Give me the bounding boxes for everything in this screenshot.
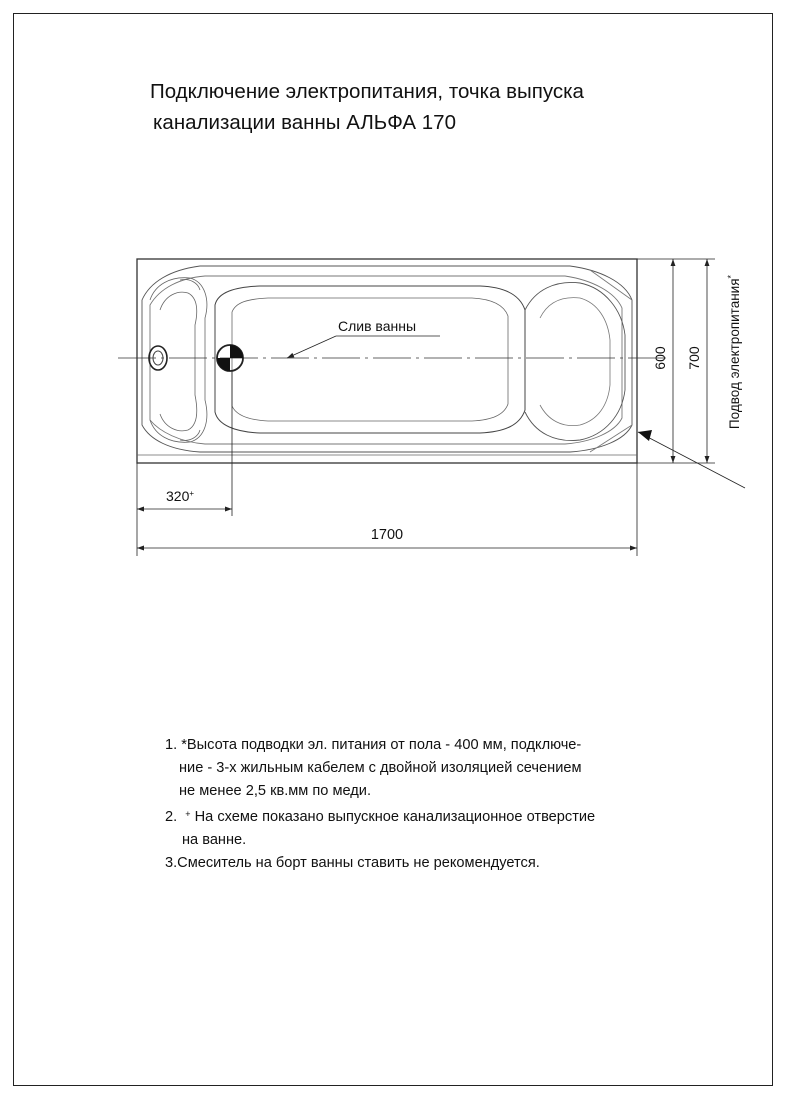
- note-3: 3.Смеситель на борт ванны ставить не рекомендуется.: [165, 855, 540, 871]
- note-2-mark: +: [185, 809, 191, 819]
- dim-inner-width-label: 600: [652, 346, 668, 370]
- power-label-mark: *: [726, 274, 736, 279]
- note-2-line-1: [165, 803, 595, 829]
- dim-drain-offset: [137, 372, 232, 556]
- title-line-1: Подключение электропитания, точка выпуска: [150, 80, 584, 103]
- drain-label: Слив ванны: [338, 318, 417, 334]
- right-backrest: [525, 270, 632, 452]
- power-connection-marker: [638, 430, 745, 488]
- note-1-line-3: не менее 2,5 кв.мм по меди.: [179, 783, 372, 799]
- tub-outline: [137, 259, 637, 463]
- dim-length-label: 1700: [370, 527, 404, 543]
- power-label: [726, 274, 742, 429]
- tub-basin: [215, 286, 525, 433]
- title-line-2: канализации ванны АЛЬФА 170: [153, 111, 456, 134]
- dim-drain-offset-mark: +: [189, 489, 195, 498]
- left-headrest: [150, 278, 207, 443]
- note-2-text: На схеме показано выпускное канализационное отверстие: [194, 809, 596, 825]
- notes-block: [165, 734, 595, 875]
- dim-drain-offset-label: [166, 488, 194, 504]
- dim-drain-offset-value: 320: [166, 488, 190, 504]
- note-2-line-2: на ванне.: [182, 832, 247, 848]
- drain-symbol: [217, 345, 243, 371]
- drain-leader: [287, 336, 336, 358]
- note-2-number: 2.: [165, 809, 178, 825]
- power-label-text: Подвод электропитания: [727, 278, 742, 430]
- note-1-line-2: ние - 3-х жильным кабелем с двойной изоляцией сечением: [179, 760, 582, 776]
- note-1-line-1: 1. *Высота подводки эл. питания от пола - 400 мм, подключе-: [165, 737, 582, 753]
- dim-outer-width-label: 700: [686, 346, 702, 370]
